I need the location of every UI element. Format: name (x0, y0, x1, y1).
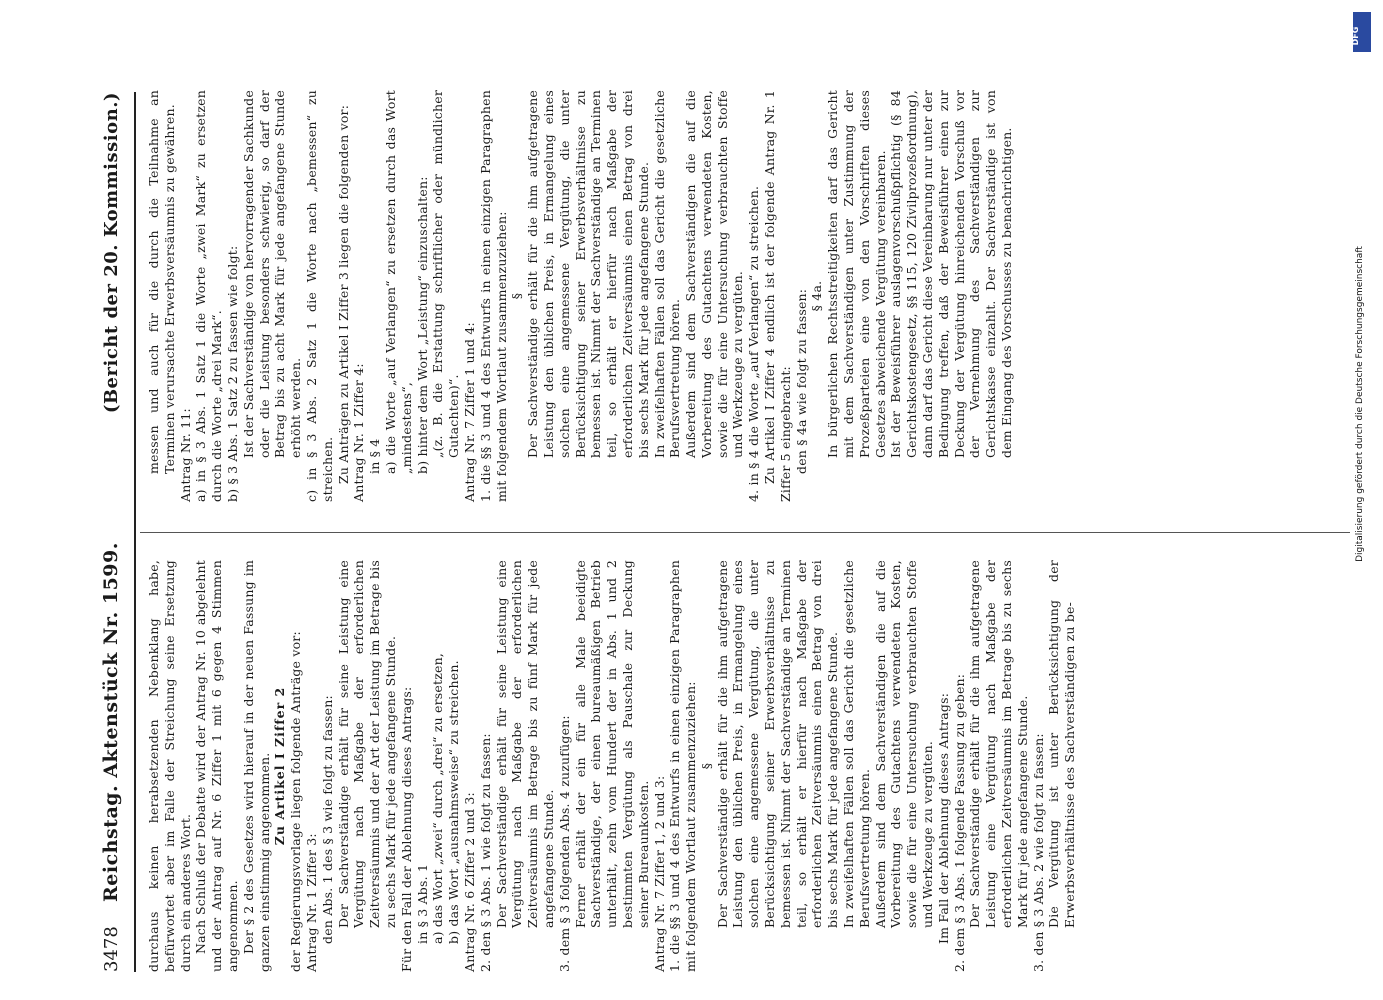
document-page (60, 70, 1380, 1000)
header-right-title: (Bericht der 20. Kommission.) (101, 92, 122, 414)
left-paragraph: in § 3 Abs. 1 (414, 863, 430, 944)
left-paragraph: der Regierungsvorlage liegen folgende Anträge vor: (288, 631, 304, 972)
right-paragraph: § (509, 292, 525, 300)
left-paragraph: durchaus keinen herabsetzenden Nebenklang habe, befürwortet aber im Falle der Streichung seine Ersetzung durch ein anderes Wort. (146, 560, 193, 972)
right-paragraph: Antrag Nr. 7 Ziffer 1 und 4: (461, 322, 477, 502)
right-paragraph: messen und auch für die durch die Teilnahme an Terminen verursachte Erwerbsversäumnis zu gewähren. (146, 90, 177, 474)
right-paragraph: Ist der Beweisführer auslagenvorschußpflichtig (§ 84 Gerichtskostengesetz, §§ 115, 120 Zivilprozeßordnung), dann darf das Gericht diese Vereinbarung nur unter der Bedingung treffen, daß der Beweisführer einen zur Deckung der Vergütung hinreichenden Vorschuß vor der Vernehmung des Sachverständigen zur Gerichtskasse einzahlt. Der Sachverständige ist von dem Eingang des Vorschusses zu benachrichtigen. (888, 90, 1015, 458)
header-rule (134, 92, 136, 972)
left-paragraph: Der Sachverständige erhält für seine Leistung eine Vergütung nach Maßgabe der erforderlichen Zeitversäumnis im Betrage bis zu fünf Mark für jede angefangene Stunde. (493, 560, 556, 928)
right-paragraph: Ist der Sachverständige von hervorragender Sachkunde oder die Leistung besonders schwierig, so darf der Betrag bis zu acht Mark für jede angefangene Stunde erhöht werden. (240, 90, 304, 458)
right-paragraph: den § 4a wie folgt zu fassen: (793, 288, 809, 474)
right-paragraph: Antrag Nr. 11: (177, 408, 193, 502)
left-paragraph: In zweifelhaften Fällen soll das Gericht die gesetzliche Berufsvertretung hören. (841, 560, 872, 928)
left-paragraph: Antrag Nr. 6 Ziffer 2 und 3: (461, 792, 477, 972)
right-paragraph: In bürgerlichen Rechtsstreitigkeiten darf das Gericht mit dem Sachverständigen unter Zustimmung der Prozeßparteien eine von den Vorschriften dieses Gesetzes abweichende Vergütung vereinbaren. (825, 90, 888, 458)
left-paragraph: Ferner erhält der ein für alle Male beeidigte Sachverständige, der einen bureaumäßigen Betrieb unterhält, zehn vom Hundert der in Abs. 1 und 2 bestimmten Vergütung als Pauschale zur Deckung seiner Bureaunkosten. (572, 560, 651, 928)
dfg-logo (1353, 12, 1371, 52)
column-divider (140, 532, 1350, 533)
right-paragraph: Außerdem sind dem Sachverständigen die auf die Vorbereitung des Gutachtens verwendeten Kosten, sowie die für eine Untersuchung verbrauchten Stoffe und Werkzeuge zu vergüten. (683, 90, 746, 458)
left-paragraph: Für den Fall der Ablehnung dieses Antrags: (398, 686, 414, 972)
left-paragraph: Die Vergütung ist unter Berücksichtigung der Erwerbsverhältnisse des Sachverständigen zu be- (1046, 560, 1078, 928)
right-paragraph: b) hinter dem Wort „Leistung“ einzuschalten: (414, 176, 430, 474)
left-paragraph: Antrag Nr. 1 Ziffer 3: (303, 833, 319, 972)
left-paragraph: 2. dem § 3 Abs. 1 folgende Fassung zu geben: (951, 673, 967, 972)
left-paragraph: Der Sachverständige erhält für die ihm aufgetragene Leistung eine Vergütung nach Maßgabe der erforderlichen Zeitversäumnis im Betrage bis zu sechs Mark für jede angefangene Stunde. (967, 560, 1030, 928)
left-paragraph: 2. den § 3 Abs. 1 wie folgt zu fassen: (477, 733, 493, 972)
credit-strip (1351, 6, 1377, 1000)
page-number: 3478 (101, 926, 122, 972)
right-column (146, 90, 1015, 502)
left-paragraph: Der Sachverständige erhält für seine Leistung eine Vergütung nach Maßgabe der erforderlichen Zeitversäumnis und der Art der Leistung im Betrage bis zu sechs Mark für jede angefangene Stunde. (335, 560, 398, 928)
dfg-logo-text: DFG (1351, 26, 1360, 46)
right-paragraph: Antrag Nr. 1 Ziffer 4: (351, 363, 367, 502)
right-paragraph: § 4a. (809, 280, 825, 312)
left-paragraph: Zu Artikel I Ziffer 2 (272, 686, 288, 846)
left-paragraph: a) das Wort „zwei“ durch „drei“ zu ersetzen, (430, 652, 446, 944)
page-header (100, 92, 130, 972)
digitization-credit: Digitalisierung gefördert durch die Deutsche Forschungsgemeinschaft (1355, 246, 1365, 562)
left-paragraph: 1. die §§ 3 und 4 des Entwurfs in einen einzigen Paragraphen mit folgendem Wortlaut zusammenzuziehen: (667, 560, 699, 972)
right-paragraph: b) § 3 Abs. 1 Satz 2 zu fassen wie folgt: (224, 245, 240, 502)
left-paragraph: den Abs. 1 des § 3 wie folgt zu fassen: (319, 695, 335, 944)
right-paragraph: 4. in § 4 die Worte „auf Verlangen“ zu streichen. (746, 185, 762, 502)
left-paragraph: Im Fall der Ablehnung dieses Antrags: (935, 692, 951, 944)
right-paragraph: Der Sachverständige erhält für die ihm aufgetragene Leistung den üblichen Preis, in Ermangelung eines solchen eine angemessene Vergütung, die unter Berücksichtigung seiner Erwerbsverhältnisse zu bemessen ist. Nimmt der Sachverständige an Terminen teil, so erhält er hierfür nach Maßgabe der erforderlichen Zeitversäumnis einen Betrag von drei bis sechs Mark für jede angefangene Stunde. (525, 90, 651, 458)
header-left-title: Reichstag. Aktenstück Nr. 1599. (100, 542, 122, 902)
left-column (146, 560, 1078, 972)
left-paragraph: b) das Wort „ausnahmsweise“ zu streichen. (446, 660, 462, 944)
right-paragraph: In zweifelhaften Fällen soll das Gericht die gesetzliche Berufsvertretung hören. (651, 90, 683, 458)
left-paragraph: Nach Schluß der Debatte wird der Antrag Nr. 10 abgelehnt und der Antrag auf Nr. 6 Ziffer 1 mit 6 gegen 4 Stimmen angenommen. (193, 560, 240, 972)
left-paragraph: Der § 2 des Gesetzes wird hierauf in der neuen Fassung im ganzen einstimmig angenommen. (240, 560, 272, 972)
right-paragraph: Zu Artikel I Ziffer 4 endlich ist der folgende Antrag Nr. 1 Ziffer 5 eingebracht: (762, 90, 793, 502)
right-paragraph: „(z. B. die Erstattung schriftlicher oder mündlicher Gutachten)“. (430, 90, 462, 458)
left-paragraph: 3. dem § 3 folgenden Abs. 4 zuzufügen: (556, 715, 572, 972)
right-paragraph: in § 4 (367, 438, 383, 474)
right-paragraph: Zu Anträgen zu Artikel I Ziffer 3 liegen die folgenden vor: (335, 104, 351, 484)
left-paragraph: 3. den § 3 Abs. 2 wie folgt zu fassen: (1030, 733, 1046, 972)
left-paragraph: § (698, 762, 714, 770)
right-paragraph: a) in § 3 Abs. 1 Satz 1 die Worte „zwei Mark“ zu ersetzen durch die Worte „drei Mark“. (193, 90, 225, 502)
right-paragraph: c) in § 3 Abs. 2 Satz 1 die Worte nach „bemessen“ zu streichen. (303, 90, 335, 502)
right-paragraph: a) die Worte „auf Verlangen“ zu ersetzen durch das Wort „mindestens“, (382, 90, 414, 474)
left-paragraph: Der Sachverständige erhält für die ihm aufgetragene Leistung den üblichen Preis, in Ermangelung eines solchen eine angemessene Vergütung, die unter Berücksichtigung seiner Erwerbsverhältnisse zu bemessen ist. Nimmt der Sachverständige an Terminen teil, so erhält er hierfür nach Maßgabe der erforderlichen Zeitversäumnis einen Betrag von drei bis sechs Mark für jede angefangene Stunde. (714, 560, 841, 928)
left-paragraph: Außerdem sind dem Sachverständigen die auf die Vorbereitung des Gutachtens verwendeten Kosten, sowie die für eine Untersuchung verbrauchten Stoffe und Werkzeuge zu vergüten. (872, 560, 936, 928)
left-paragraph: Antrag Nr. 7 Ziffer 1, 2 und 3: (651, 775, 667, 972)
right-paragraph: 1. die §§ 3 und 4 des Entwurfs in einen einzigen Paragraphen mit folgendem Wortlaut zusammenzuziehen: (477, 90, 509, 502)
